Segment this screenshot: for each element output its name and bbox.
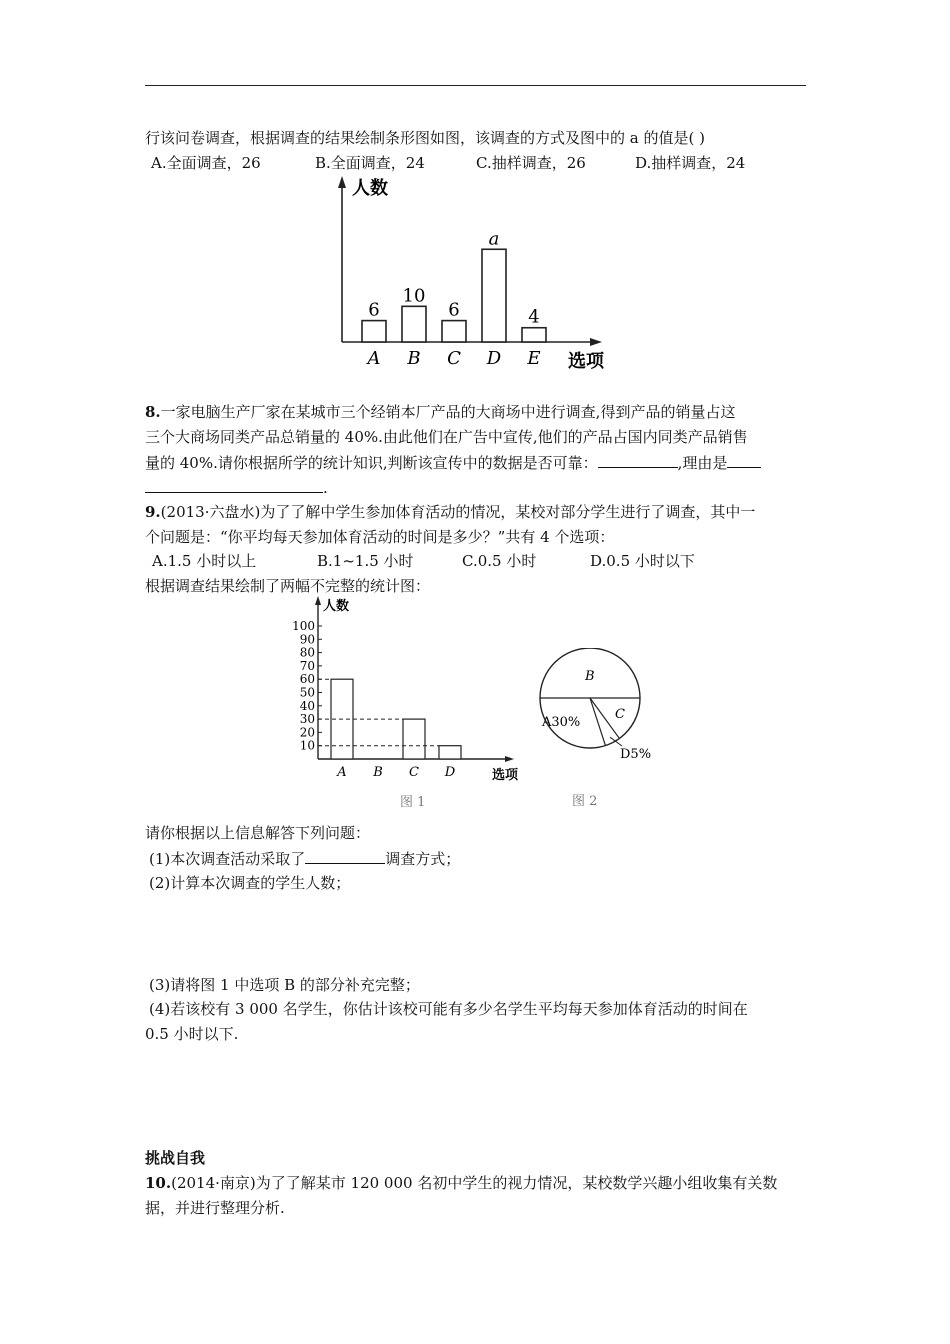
q9-sub1b: 调查方式； — [385, 850, 461, 868]
q7-xtick-c: C — [447, 348, 461, 369]
q9-sub4b: 0.5 小时以下. — [145, 1025, 239, 1043]
q10-number: 10. — [145, 1174, 172, 1192]
fig2-caption: 图 2 — [572, 794, 598, 809]
q7-stem: 行该问卷调查，根据调查的结果绘制条形图如图，该调查的方式及图中的 a 的值是( ) — [145, 129, 705, 147]
q7-xtick-a: A — [367, 348, 381, 369]
chart-q9-figure2 — [530, 648, 680, 813]
fig1-ylabel: 人数 — [323, 599, 350, 614]
q9-line1 — [145, 502, 755, 522]
q7-option-d: D.抽样调查，24 — [635, 154, 746, 172]
section-title: 挑战自我 — [145, 1149, 206, 1167]
q7-options — [145, 153, 745, 173]
q8-blank-3[interactable] — [145, 477, 323, 493]
chart-q9-figure1 — [285, 592, 540, 812]
header-rule — [145, 85, 806, 86]
q10-line2: 据，并进行整理分析. — [145, 1199, 285, 1217]
q9-option-c: C.0.5 小时 — [462, 552, 537, 570]
q9-sub2: (2)计算本次调查的学生人数； — [149, 874, 351, 892]
q8-text3b: ,理由是 — [677, 454, 728, 472]
fig1-xtick-c: C — [409, 765, 419, 780]
fig1-ytick-70: 70 — [299, 658, 315, 673]
q7-xtick-d: D — [486, 348, 502, 369]
q9-option-d: D.0.5 小时以下 — [590, 552, 695, 570]
q7-bar-label-b: 10 — [402, 285, 426, 307]
q7-bars — [362, 228, 546, 369]
q10-text1: (2014·南京)为了了解某市 120 000 名初中学生的视力情况，某校数学兴趣小组收集有关数 — [171, 1174, 778, 1192]
fig1-ytick-30: 30 — [299, 712, 315, 727]
fig1-caption: 图 1 — [400, 795, 426, 810]
q9-text1: (2013·六盘水)为了了解中学生参加体育活动的情况，某校对部分学生进行了调查，其中一 — [160, 503, 756, 521]
q9-sub1a: (1)本次调查活动采取了 — [149, 850, 306, 868]
fig1-x-arrow — [505, 756, 514, 762]
fig1-ytick-80: 80 — [299, 645, 315, 660]
q7-xtick-b: B — [407, 348, 421, 369]
fig1-ytick-90: 90 — [299, 632, 315, 647]
q8-text1: 一家电脑生产厂家在某城市三个经销本厂产品的大商场中进行调查,得到产品的销量占这 — [160, 403, 736, 421]
fig1-xtick-b: B — [373, 765, 383, 780]
q7-x-arrow — [590, 338, 602, 346]
fig1-xlabel: 选项 — [492, 768, 519, 783]
q8-blank-2[interactable] — [727, 452, 761, 468]
q7-xtick-e: E — [527, 348, 541, 369]
fig1-bar-d — [439, 746, 461, 759]
q7-bar-label-a: 6 — [368, 299, 380, 321]
fig1-ytick-10: 10 — [299, 738, 315, 753]
q7-bar-label-d: a — [488, 228, 500, 250]
q7-ylabel: 人数 — [352, 178, 388, 199]
fig2-pie — [540, 648, 651, 762]
q9-options — [145, 551, 695, 571]
q7-bar-label-e: 4 — [528, 306, 540, 328]
q8-line4 — [145, 477, 328, 498]
fig2-label-a: A30% — [542, 715, 581, 730]
q9-number: 9. — [145, 503, 161, 521]
fig1-ytick-100: 100 — [292, 619, 315, 633]
fig2-label-d: D5% — [620, 747, 652, 762]
q9-prompt: 请你根据以上信息解答下列问题： — [145, 824, 371, 842]
q8-blank-1[interactable] — [598, 452, 678, 468]
q7-option-b: B.全面调查，24 — [315, 154, 425, 172]
q9-option-a: A.1.5 小时以上 — [152, 552, 257, 570]
fig1-bars — [318, 679, 461, 780]
q7-option-c: C.抽样调查，26 — [476, 154, 586, 172]
q9-line4: 根据调查结果绘制了两幅不完整的统计图： — [145, 577, 431, 595]
q8-line2: 三个大商场同类产品总销量的 40%.由此他们在广告中宣传,他们的产品占国内同类产品销售 — [145, 428, 748, 446]
q7-xlabel: 选项 — [568, 351, 604, 372]
fig2-label-b: B — [585, 669, 595, 684]
q9-blank-1[interactable] — [305, 848, 385, 864]
q9-line2: 个问题是：“你平均每天参加体育活动的时间是多少？”共有 4 个选项： — [145, 528, 615, 546]
q7-option-a: A.全面调查，26 — [151, 154, 261, 172]
fig1-bar-c — [403, 719, 425, 759]
q7-bar-b — [402, 306, 426, 342]
fig1-y-arrow — [315, 596, 321, 605]
q7-bar-label-c: 6 — [448, 299, 460, 321]
q8-number: 8. — [145, 403, 161, 421]
q10-line1 — [145, 1173, 777, 1193]
q7-bar-e — [522, 328, 546, 342]
q8-line1 — [145, 402, 735, 422]
q8-line3 — [145, 452, 761, 473]
q7-bar-d — [482, 249, 506, 342]
q7-y-arrow — [338, 176, 346, 188]
q9-sub3: (3)请将图 1 中选项 B 的部分补充完整； — [149, 976, 420, 994]
q8-text3a: 量的 40%.请你根据所学的统计知识,判断该宣传中的数据是否可靠： — [145, 454, 598, 472]
fig1-xtick-d: D — [444, 765, 456, 780]
q9-option-b: B.1~1.5 小时 — [317, 552, 414, 570]
fig1-ytick-20: 20 — [299, 725, 315, 740]
q9-sub4a: (4)若该校有 3 000 名学生，你估计该校可能有多少名学生平均每天参加体育活动的时间在 — [149, 1000, 748, 1018]
q8-end: . — [323, 479, 328, 497]
fig1-ytick-50: 50 — [299, 685, 315, 700]
fig2-label-c: C — [615, 707, 625, 722]
fig1-ytick-60: 60 — [299, 672, 315, 687]
chart-q7-bar — [330, 172, 620, 378]
q9-sub1 — [149, 848, 460, 869]
q7-bar-c — [442, 321, 466, 342]
fig1-xtick-a: A — [337, 765, 347, 780]
fig1-ytick-40: 40 — [299, 698, 315, 713]
q7-bar-a — [362, 321, 386, 342]
